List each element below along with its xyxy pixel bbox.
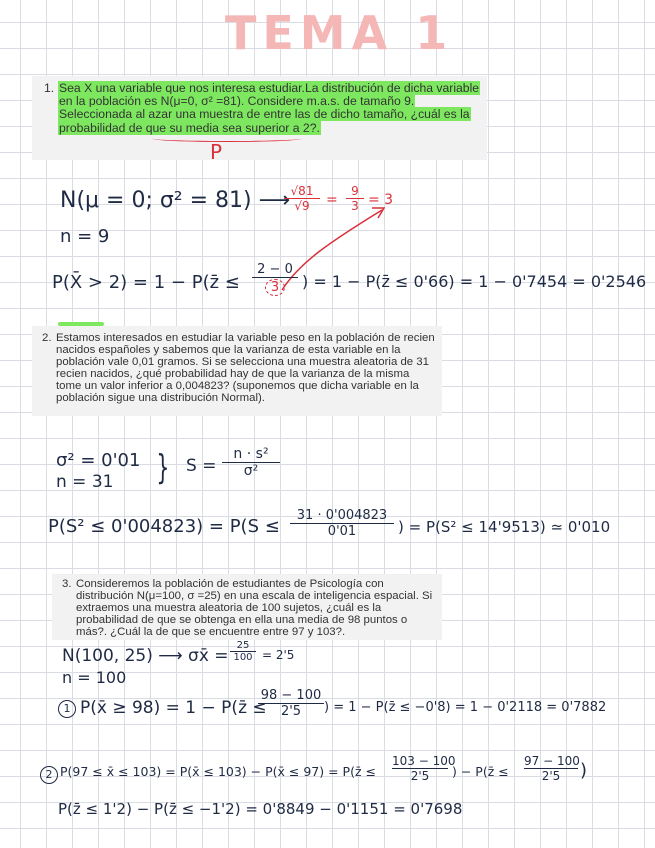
q2-statistic-fraction [222,446,280,479]
q1-distribution: N(μ = 0; σ² = 81) ⟶ [60,188,291,213]
question-1-text: Sea X una variable que nos interesa estudiar.La distribución de dicha variable en la población es N(μ=0, σ² =81). Considere m.a.s. de tamaño 9. Seleccionada al azar una muestra de entre las de dicho tamaño, ¿cuál es la probabilidad de que su media sea superior a 2?. [59,81,480,135]
q1-probability-left: P(X̄ > 2) = 1 − P(z̄ ≤ [52,272,240,293]
q3-part2-left: P(97 ≤ x̄ ≤ 103) = P(x̄ ≤ 103) − P(x̄ ≤ 97) = P(z̄ ≤ [60,764,376,779]
q2-statistic-label: S = [186,456,217,476]
q3-sample-size: n = 100 [62,668,127,687]
q3-part1-right: ) = 1 − P(z̄ ≤ −0'8) = 1 − 0'2118 = 0'7882 [324,700,607,715]
fraction-numerator: 9 [346,184,364,199]
fraction-numerator: 25 [230,640,256,652]
q3-part1-left: P(x̄ ≥ 98) = 1 − P(z̄ ≤ [80,698,267,718]
q3-sd-result: = 2'5 [262,648,295,662]
part-1-circle: 1 [58,700,76,718]
question-3-box [52,574,442,640]
q3-part2-fraction-1 [392,754,456,783]
fraction-numerator: √81 [284,184,320,199]
q3-distribution: N(100, 25) ⟶ σx̄ = [62,646,229,666]
question-2-box [32,326,442,416]
fraction-denominator: 2'5 [541,769,561,783]
fraction-denominator: √9 [294,199,310,213]
page-title: TEMA 1 [225,6,454,60]
q3-part2-fraction-2 [524,754,578,783]
question-2-number: 2. [42,332,52,344]
fraction-numerator: n · s² [222,446,280,463]
q1-equals: = [326,192,338,208]
q3-part2-mid: ) − P(z̄ ≤ [452,764,509,779]
question-3-number: 3. [62,578,72,590]
question-2-text: Estamos interesados en estudiar la variable peso en la población de recien nacidos españoles y sabemos que la varianza de esta variable en la población vale 0,01 gramos. Si se selecciona una muestra aleatoria de 31 recien nacidos, ¿qué probabilidad hay de que la varianza de la misma tome un valor inferior a 0,004823? (suponemos que dicha variable en la población sigue una distribución Normal). [56,332,435,404]
q2-probability-right: ) = P(S² ≤ 14'9513) ≃ 0'010 [398,518,611,536]
question-3-text: Consideremos la población de estudiantes de Psicología con distribución N(μ=100, σ =25) en una escala de inteligencia espacial. Si extraemos una muestra aleatoria de 100 sujetos, ¿cuál es la probabilidad de que se obtenga en ella una media de 98 puntos o más?. ¿Cuál la de que se encuentre entre 97 y 103?. [76,578,433,638]
fraction-denominator: σ² [243,463,259,479]
fraction-denominator: 0'01 [327,524,357,539]
part-2-circle: 2 [40,766,58,784]
curly-brace: } [156,448,170,488]
q1-sample-size: n = 9 [60,226,110,247]
fraction-numerator: 31 · 0'004823 [290,508,394,524]
fraction-numerator: 98 − 100 [258,688,324,704]
fraction-numerator: 2 − 0 [252,262,298,278]
fraction-denominator: 2'5 [280,704,302,719]
q3-sd-fraction [230,640,256,663]
fraction-denominator: 100 [233,652,253,663]
fraction-numerator: 97 − 100 [524,754,580,768]
fraction-denominator: 3 [265,279,285,296]
red-p-mark: P [210,140,223,164]
q3-part1-fraction [258,688,324,719]
fraction-numerator: 103 − 100 [392,754,456,768]
q1-probability-right: ) = 1 − P(z̄ ≤ 0'66) = 1 − 0'7454 = 0'2546 [302,272,647,291]
fraction-denominator: 3 [351,199,359,213]
fraction-denominator: 2'5 [410,769,430,783]
q2-sample-size: n = 31 [56,472,114,492]
q3-part2-close: ) [580,760,588,781]
q1-result-3: = 3 [368,192,394,208]
q1-z-fraction [252,262,298,296]
q2-probability-left: P(S² ≤ 0'004823) = P(S ≤ [48,516,280,537]
question-1-number: 1. [44,81,55,95]
q2-fraction [290,508,394,539]
q3-part2-line2: P(z̄ ≤ 1'2) − P(z̄ ≤ −1'2) = 0'8849 − 0'1151 = 0'7698 [58,800,463,818]
q2-variance: σ² = 0'01 [56,450,141,471]
